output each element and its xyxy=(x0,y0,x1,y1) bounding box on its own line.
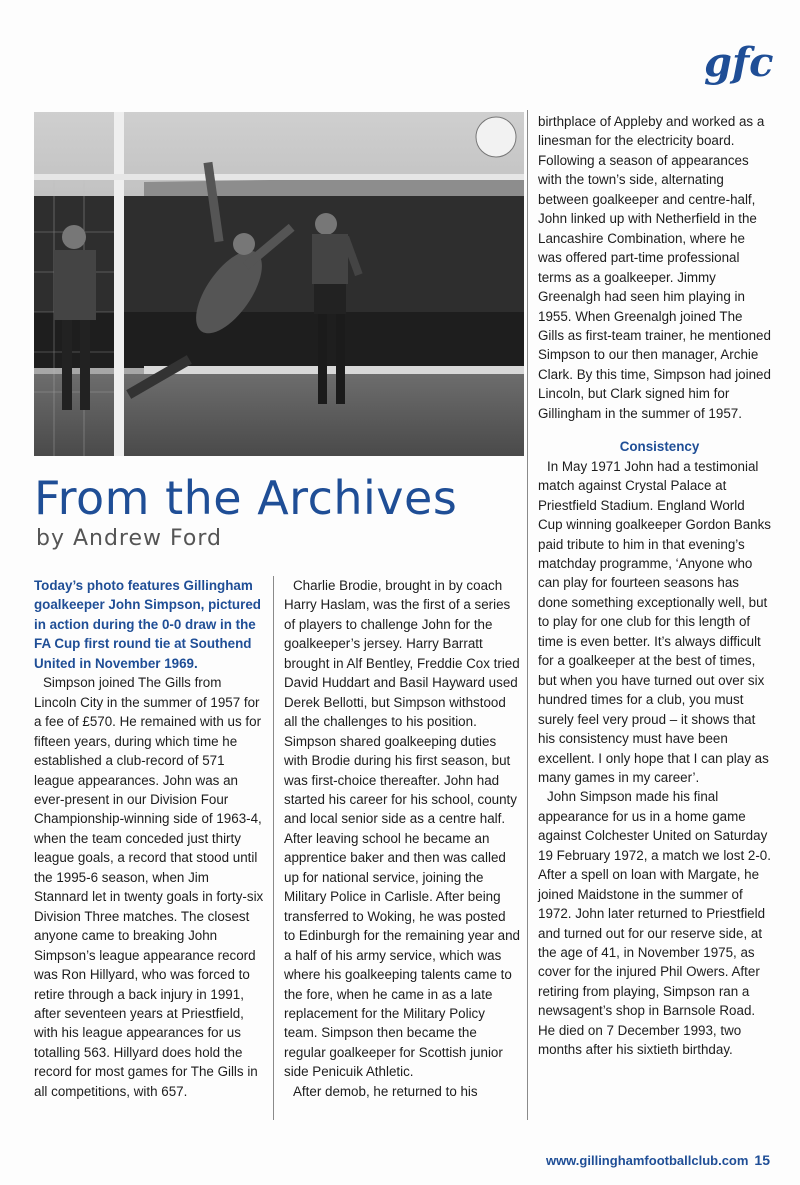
article-paragraph: John Simpson made his final appearance for us in a home game against Colchester United on Saturday 19 February 1972, a match we lost 2-0. After a spell on loan with Margate, he joined Maidstone in the summer of 1972. John later returned to Priestfield and turned out for our reserve side, at the age of 41, in November 1975, as cover for the injured Phil Owers. After retiring from playing, Simpson ran a newsagent’s shop in Barnsole Road. He died on 7 December 1993, two months after his sixtieth birthday. xyxy=(538,789,771,1058)
page-footer xyxy=(546,1152,770,1168)
article-paragraph: birthplace of Appleby and worked as a linesman for the electricity board. Following a season of appearances with the town’s side, alternating between goalkeeper and centre-half, John linked up with Netherfield in the Lancashire Combination, where he was offered part-time professional terms as a goalkeeper. Jimmy Greenalgh had seen him playing in 1955. When Greenalgh joined The Gills as first-team trainer, he mentioned Simpson to our then manager, Archie Clark. By this time, Simpson had joined Lincoln, but Clark signed him for Gillingham in the summer of 1957. xyxy=(538,114,771,421)
article-title: From the Archives xyxy=(34,471,458,525)
website-url[interactable]: www.gillinghamfootballclub.com xyxy=(545,1153,749,1168)
article-intro: Today’s photo features Gillingham goalkeeper John Simpson, pictured in action during the 0-0 draw in the FA Cup first round tie at Southend United in November 1969. xyxy=(34,578,261,671)
article-column-1 xyxy=(34,576,266,1101)
club-logo xyxy=(700,36,776,92)
archive-photo xyxy=(34,112,524,456)
article-byline: by Andrew Ford xyxy=(36,526,222,551)
article-paragraph: After demob, he returned to his xyxy=(293,1083,478,1099)
column-divider xyxy=(273,576,274,1120)
article-paragraph: Simpson joined The Gills from Lincoln City in the summer of 1957 for a fee of £570. He remained with us for fifteen years, during which time he established a club-record of 571 league appearances. John was an ever-present in our Division Four Championship-winning side of 1963-4, when the team conceded just thirty league goals, a record that stood until the 1995-6 season, when Jim Stannard let in twenty goals in forty-six Division Three matches. The closest anyone came to breaking John Simpson’s league appearance record was Ron Hillyard, who was forced to retire through a back injury in 1991, after seventeen years at Priestfield, with his league appearances for us totalling 563. Hillyard does hold the record for most games for The Gills in all competitions, with 657. xyxy=(34,675,264,1099)
page-number: 15 xyxy=(754,1152,770,1168)
logo-text: gfc xyxy=(704,39,774,86)
section-subhead: Consistency xyxy=(619,439,700,455)
article-column-3 xyxy=(538,112,772,1060)
article-paragraph: In May 1971 John had a testimonial match against Crystal Palace at Priestfield Stadium. England World Cup winning goalkeeper Gordon Banks paid tribute to him in that evening’s matchday programme, ‘Anyone who can play for fourteen seasons has done something exceptionally well, but to play for one club for this length of time is even better. It’s always difficult for a goalkeeper at the best of times, but when you have turned out over six hundred times for a club, you must surely feel very proud – it shows that his consistency must have been excellent. I only hope that I can play as many games in my career’. xyxy=(538,458,771,785)
column-divider xyxy=(527,110,528,1120)
article-paragraph: Charlie Brodie, brought in by coach Harry Haslam, was the first of a series of players to challenge John for the goalkeeper’s jersey. Harry Barratt brought in Alf Bentley, Freddie Cox tried David Huddart and Basil Hayward used Derek Bellotti, but Simpson withstood all the challenges to his position. Simpson shared goalkeeping duties with Brodie during his first season, but was first-choice thereafter. John had started his career for his school, county and local senior side as a centre half. After leaving school he became an apprentice baker and then was called up for national service, joining the Military Police in Carlisle. After being transferred to Woking, he was posted to Edinburgh for the remaining year and a half of his army service, which was where his goalkeeping talents came to the fore, when he came in as a late replacement for the Military Policy team. Simpson then became the regular goalkeeper for Scottish junior side Penicuik Athletic. xyxy=(284,578,520,1080)
article-column-2 xyxy=(284,576,520,1101)
